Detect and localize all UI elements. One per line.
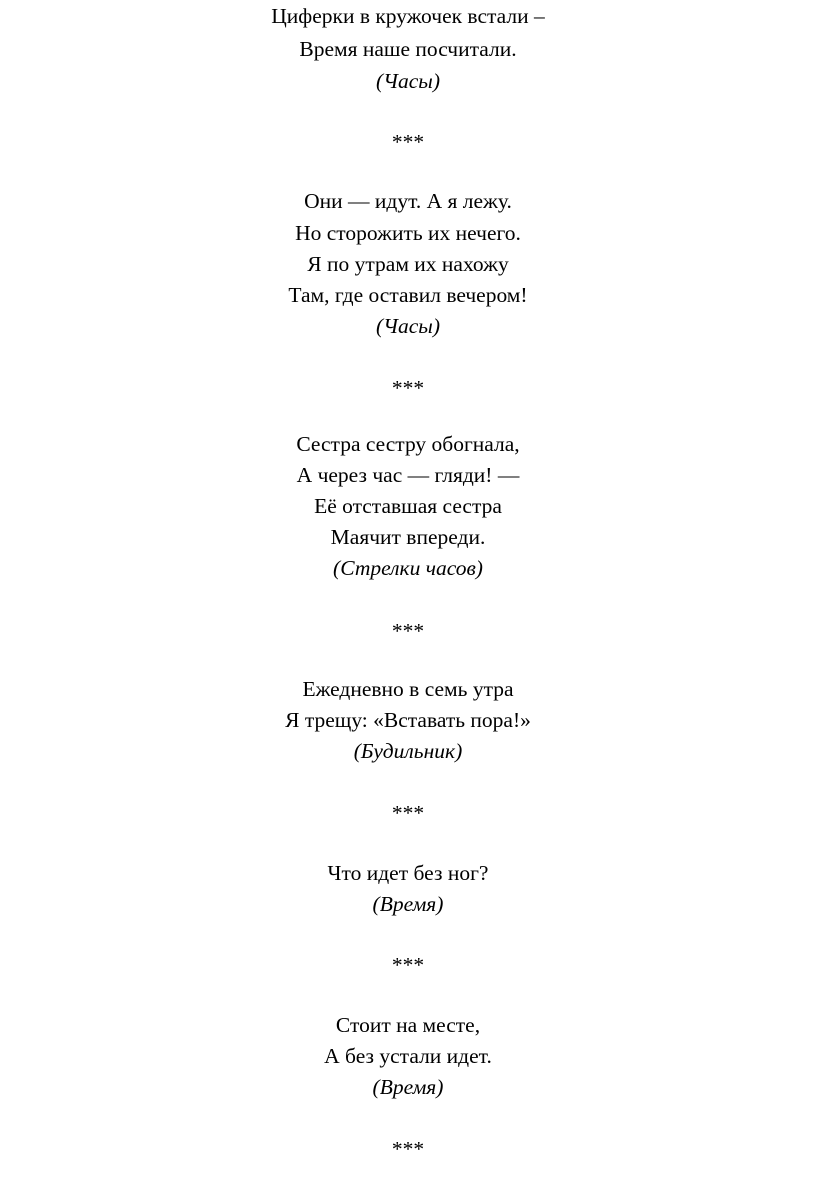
riddle-5-separator: *** — [391, 953, 425, 977]
riddle-6-separator: *** — [391, 1137, 425, 1161]
riddle-4-separator: *** — [391, 801, 425, 825]
riddle-1-answer: (Часы) — [376, 69, 440, 93]
riddle-2-line-3: Я по утрам их нахожу — [307, 252, 509, 276]
riddle-1-separator: *** — [391, 130, 425, 154]
riddle-6-line-2: А без устали идет. — [324, 1044, 492, 1068]
riddle-3-line-2: А через час — гляди! — — [296, 463, 520, 487]
riddle-1-line-1: Циферки в кружочек встали – — [271, 4, 545, 28]
riddle-6-line-1: Стоит на месте, — [335, 1013, 481, 1037]
riddle-1-line-2: Время наше посчитали. — [299, 37, 517, 61]
riddle-5-answer: (Время) — [372, 892, 444, 916]
riddle-3-answer: (Стрелки часов) — [333, 556, 483, 580]
riddle-4-line-2: Я трещу: «Вставать пора!» — [285, 708, 531, 732]
riddle-4-line-1: Ежедневно в семь утра — [302, 677, 514, 701]
riddle-2-line-2: Но сторожить их нечего. — [295, 221, 521, 245]
riddle-2-line-4: Там, где оставил вечером! — [288, 283, 528, 307]
riddle-3-line-4: Маячит впереди. — [330, 525, 486, 549]
riddle-2-separator: *** — [391, 376, 425, 400]
riddle-3-line-3: Её отставшая сестра — [314, 494, 502, 518]
riddle-2-answer: (Часы) — [376, 314, 440, 338]
riddle-5-line-1: Что идет без ног? — [327, 861, 489, 885]
riddle-2-line-1: Они — идут. А я лежу. — [304, 189, 512, 213]
riddle-4-answer: (Будильник) — [353, 739, 463, 763]
riddle-3-separator: *** — [391, 619, 425, 643]
riddle-6-answer: (Время) — [372, 1075, 444, 1099]
riddle-3-line-1: Сестра сестру обогнала, — [296, 432, 520, 456]
